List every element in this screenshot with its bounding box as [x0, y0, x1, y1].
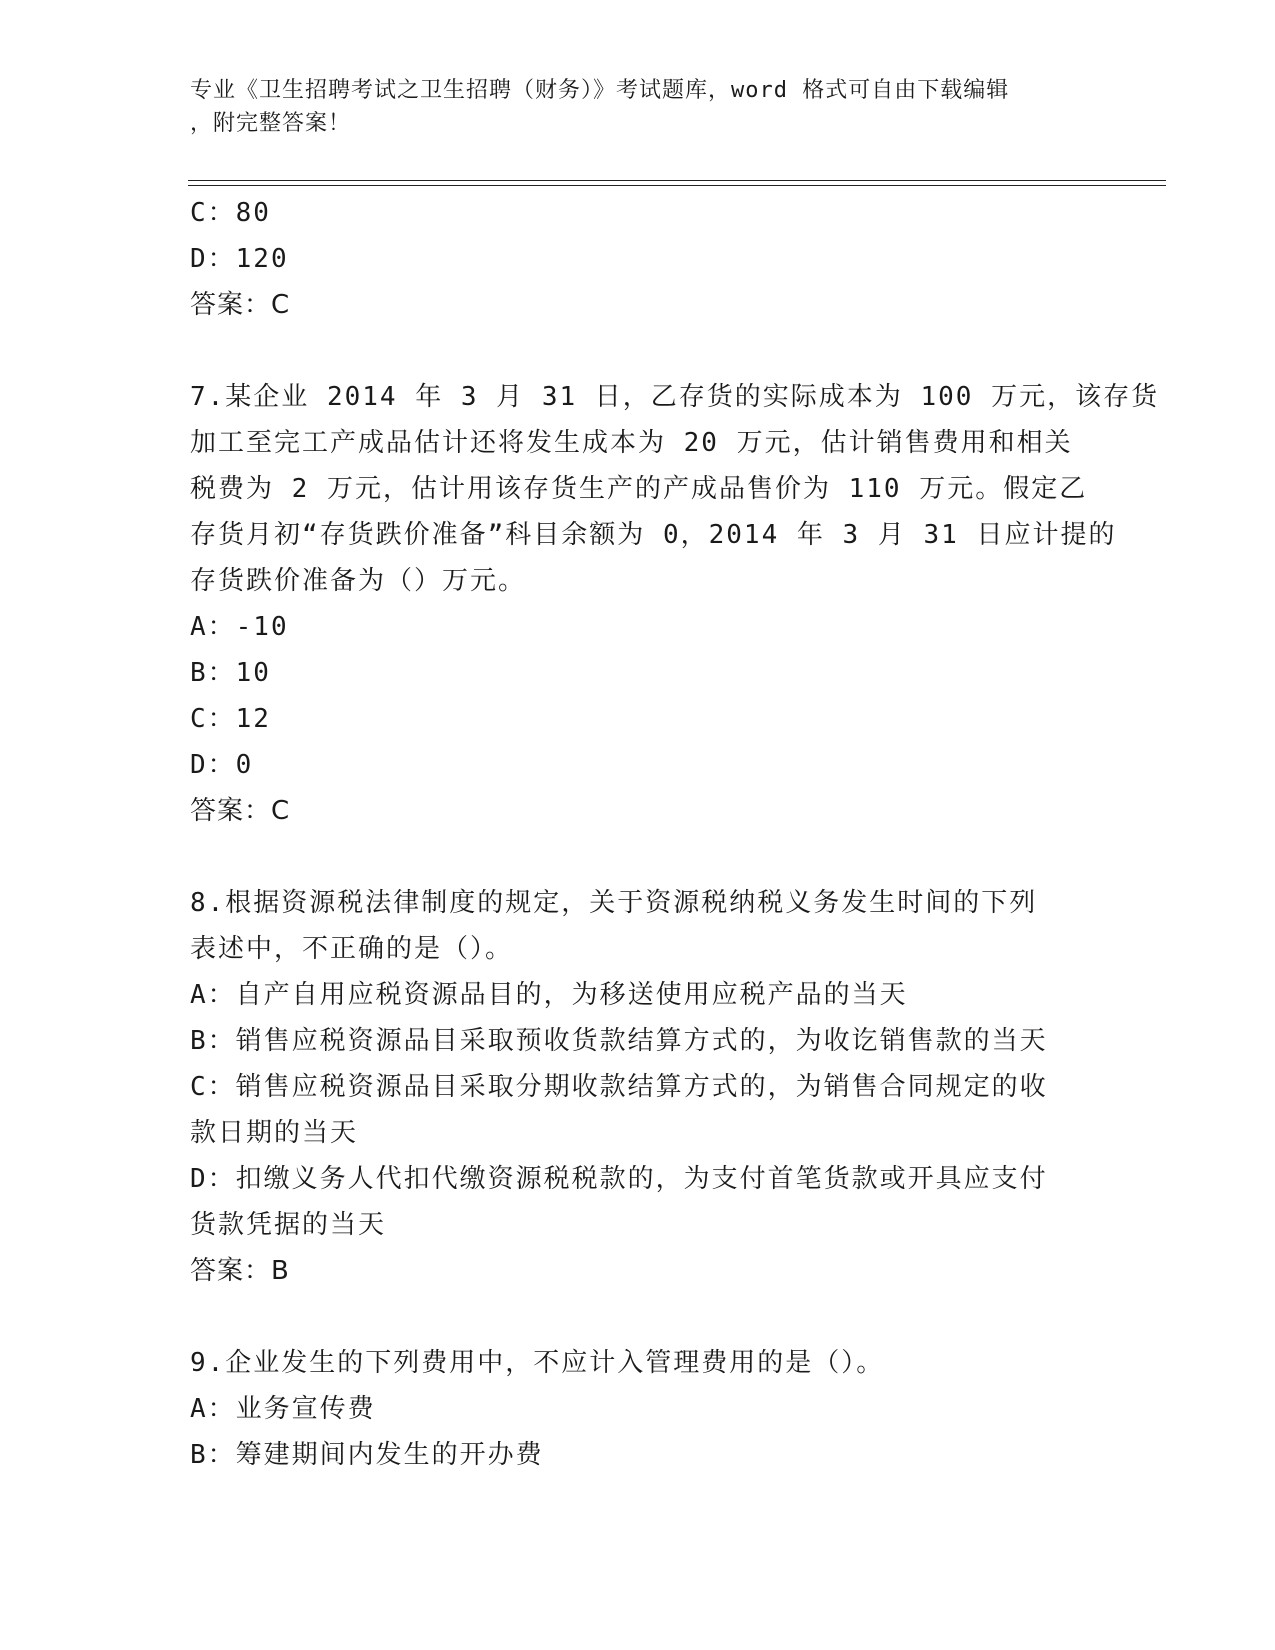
prev-question-block [190, 190, 1090, 328]
option-d: D：扣缴义务人代扣代缴资源税税款的，为支付首笔货款或开具应支付 [190, 1164, 1048, 1194]
option-c: C：12 [190, 704, 271, 734]
question-text-line: 表述中，不正确的是（）。 [190, 934, 514, 964]
document-header [190, 74, 1090, 140]
answer-line: 答案：C [190, 796, 291, 826]
option-d: D：0 [190, 750, 254, 780]
question-8 [190, 880, 1090, 1294]
option-a: A：-10 [190, 612, 289, 642]
question-text-line: 加工至完工产成品估计还将发生成本为 20 万元，估计销售费用和相关 [190, 428, 1073, 458]
option-b: B：销售应税资源品目采取预收货款结算方式的，为收讫销售款的当天 [190, 1026, 1048, 1056]
spacer [190, 834, 1090, 880]
question-text-line: 存货月初“存货跌价准备”科目余额为 0，2014 年 3 月 31 日应计提的 [190, 520, 1117, 550]
header-line-1: 专业《卫生招聘考试之卫生招聘（财务）》考试题库，word 格式可自由下载编辑 [190, 78, 1010, 103]
question-text-line: 7.某企业 2014 年 3 月 31 日，乙存货的实际成本为 100 万元，该存货 [190, 382, 1160, 412]
option-d: D：120 [190, 244, 289, 274]
option-a: A：自产自用应税资源品目的，为移送使用应税产品的当天 [190, 980, 908, 1010]
question-text-line: 存货跌价准备为（）万元。 [190, 566, 527, 596]
answer-line: 答案：B [190, 1256, 290, 1286]
question-7 [190, 374, 1160, 834]
question-text-line: 税费为 2 万元，估计用该存货生产的产成品售价为 110 万元。假定乙 [190, 474, 1088, 504]
option-a: A：业务宣传费 [190, 1394, 376, 1424]
spacer [190, 328, 1090, 374]
answer-line: 答案：C [190, 290, 291, 320]
document-body [190, 190, 1160, 1478]
option-b: B：10 [190, 658, 271, 688]
question-text-line: 8.根据资源税法律制度的规定，关于资源税纳税义务发生时间的下列 [190, 888, 1038, 918]
option-c: C：销售应税资源品目采取分期收款结算方式的，为销售合同规定的收 [190, 1072, 1048, 1102]
spacer [190, 1294, 1090, 1340]
option-c: C：80 [190, 198, 271, 228]
option-c-continued: 款日期的当天 [190, 1118, 359, 1148]
option-b: B：筹建期间内发生的开办费 [190, 1440, 544, 1470]
header-divider-top [188, 180, 1166, 181]
header-divider-bottom [188, 185, 1166, 186]
question-text-line: 9.企业发生的下列费用中，不应计入管理费用的是（）。 [190, 1348, 885, 1378]
header-line-2: ，附完整答案！ [190, 111, 352, 136]
option-d-continued: 货款凭据的当天 [190, 1210, 387, 1240]
question-9 [190, 1340, 1090, 1478]
